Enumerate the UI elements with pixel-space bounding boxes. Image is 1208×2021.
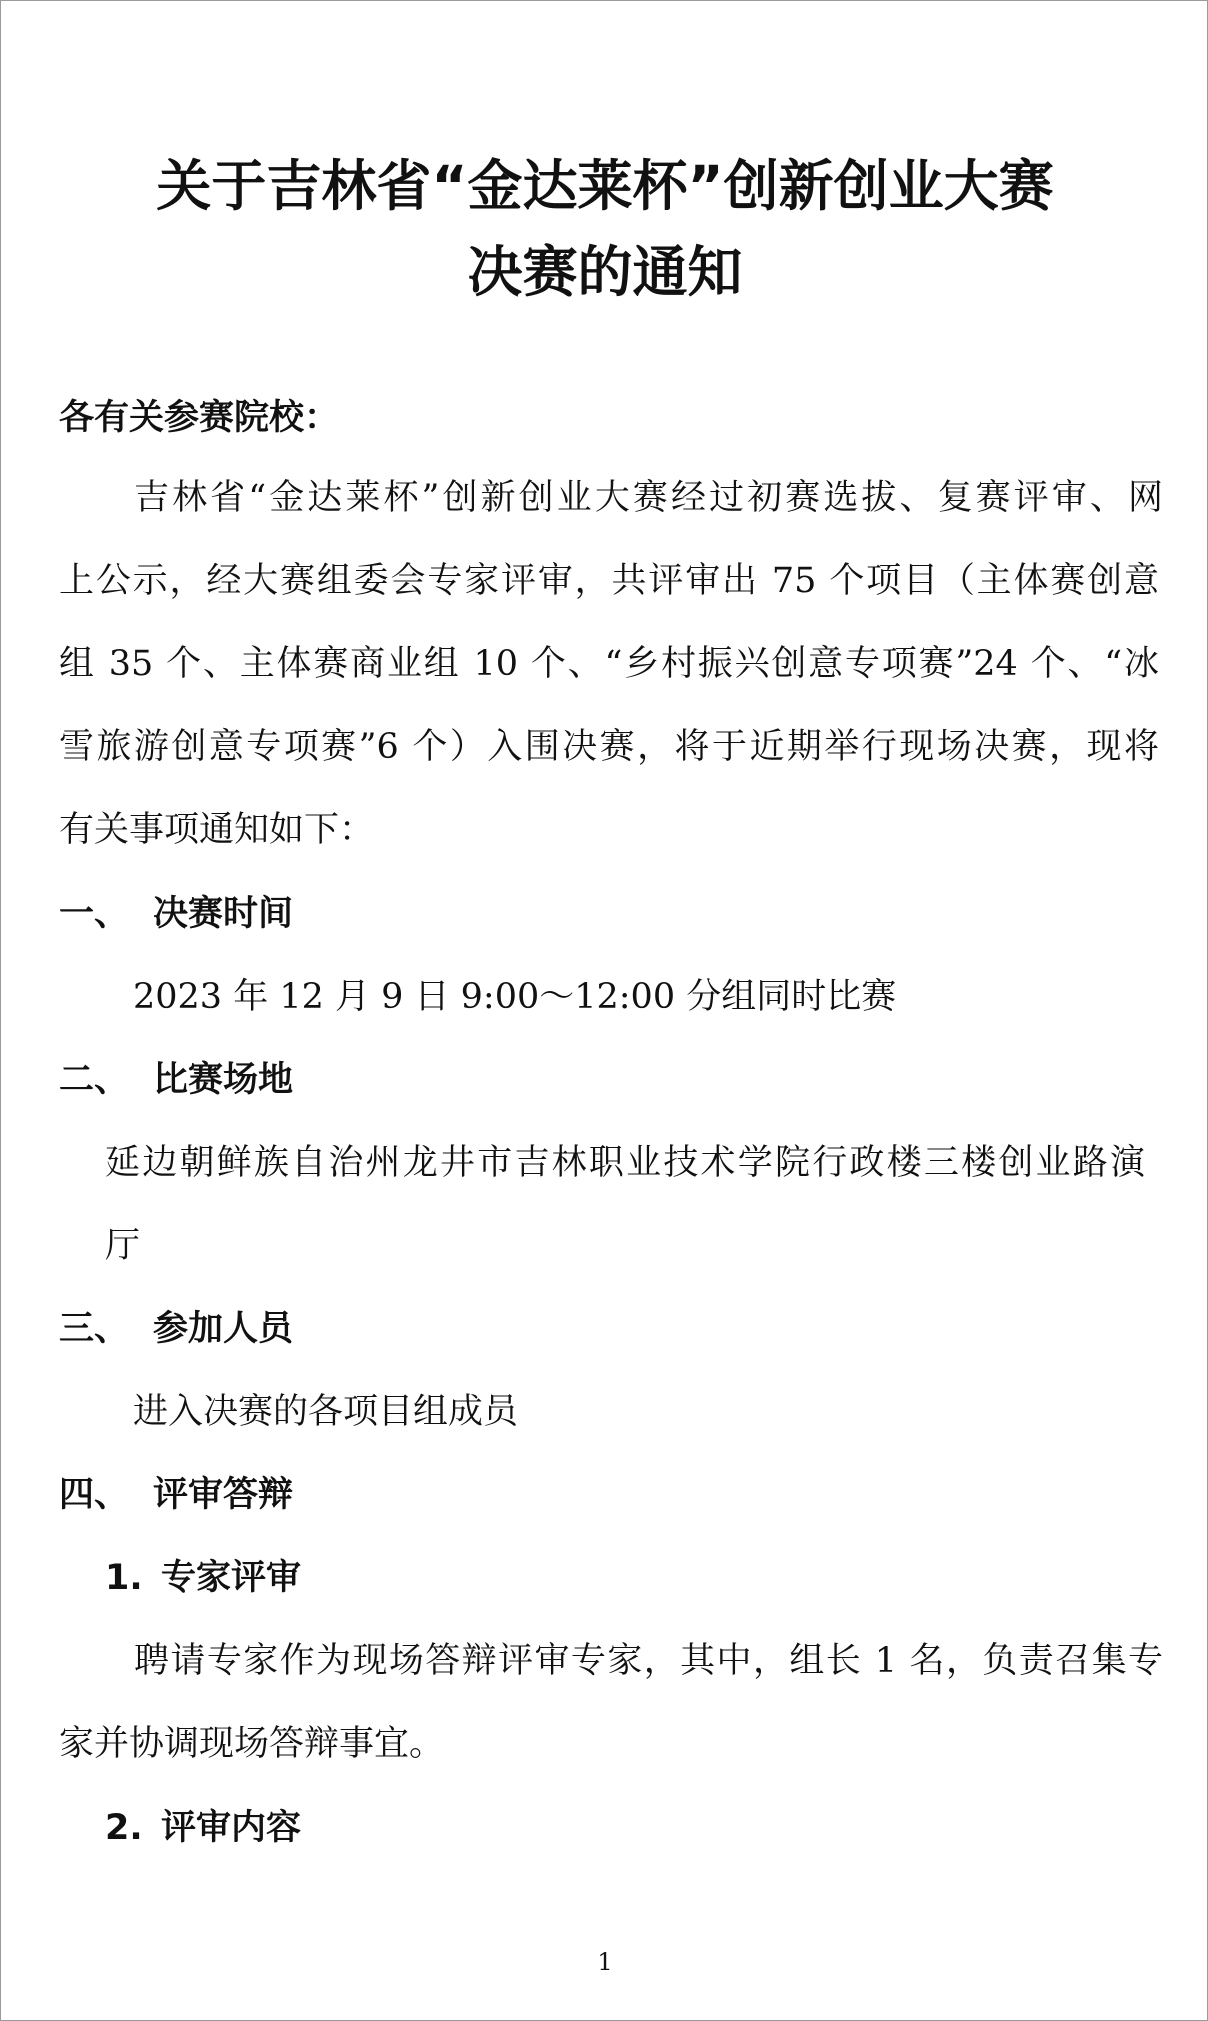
section-4-heading: 评审答辩 (153, 1475, 294, 1515)
subsection-4-1-text-line-1: 聘请专家作为现场答辩评审专家，其中，组长 1 名，负责召集专 (134, 1641, 1163, 1681)
section-2-heading: 比赛场地 (153, 1060, 294, 1100)
section-1-text: 2023 年 12 月 9 日 9:00～12:00 分组同时比赛 (133, 977, 897, 1017)
intro-line-4: 雪旅游创意专项赛”6 个）入围决赛，将于近期举行现场决赛，现将 (59, 727, 1159, 767)
document-title-line-1: 关于吉林省“金达莱杯”创新创业大赛 (156, 154, 1054, 218)
section-2-text-line-2: 厅 (105, 1226, 141, 1266)
subsection-4-2-number: 2. (105, 1808, 143, 1848)
intro-line-1: 吉林省“金达莱杯”创新创业大赛经过初赛选拔、复赛评审、网 (134, 478, 1163, 518)
salutation: 各有关参赛院校： (59, 398, 340, 438)
subsection-4-1-heading: 专家评审 (161, 1558, 302, 1598)
subsection-4-1-number: 1. (105, 1558, 143, 1598)
intro-line-5: 有关事项通知如下： (59, 810, 375, 850)
document-title-line-2: 决赛的通知 (467, 240, 743, 304)
intro-line-3: 组 35 个、主体赛商业组 10 个、“乡村振兴创意专项赛”24 个、“冰 (59, 644, 1159, 684)
page-number: 1 (597, 1948, 613, 1976)
section-3-number: 三、 (59, 1309, 130, 1349)
section-1-heading: 决赛时间 (153, 894, 294, 934)
section-4-number: 四、 (59, 1475, 130, 1515)
subsection-4-2-heading: 评审内容 (161, 1808, 302, 1848)
section-3-heading: 参加人员 (153, 1309, 294, 1349)
intro-line-2: 上公示，经大赛组委会专家评审，共评审出 75 个项目（主体赛创意 (59, 561, 1159, 601)
section-2-number: 二、 (59, 1060, 130, 1100)
section-1-number: 一、 (59, 894, 130, 934)
section-3-text: 进入决赛的各项目组成员 (133, 1392, 519, 1432)
section-2-text-line-1: 延边朝鲜族自治州龙井市吉林职业技术学院行政楼三楼创业路演 (105, 1143, 1145, 1183)
subsection-4-1-text-line-2: 家并协调现场答辩事宜。 (59, 1724, 445, 1764)
